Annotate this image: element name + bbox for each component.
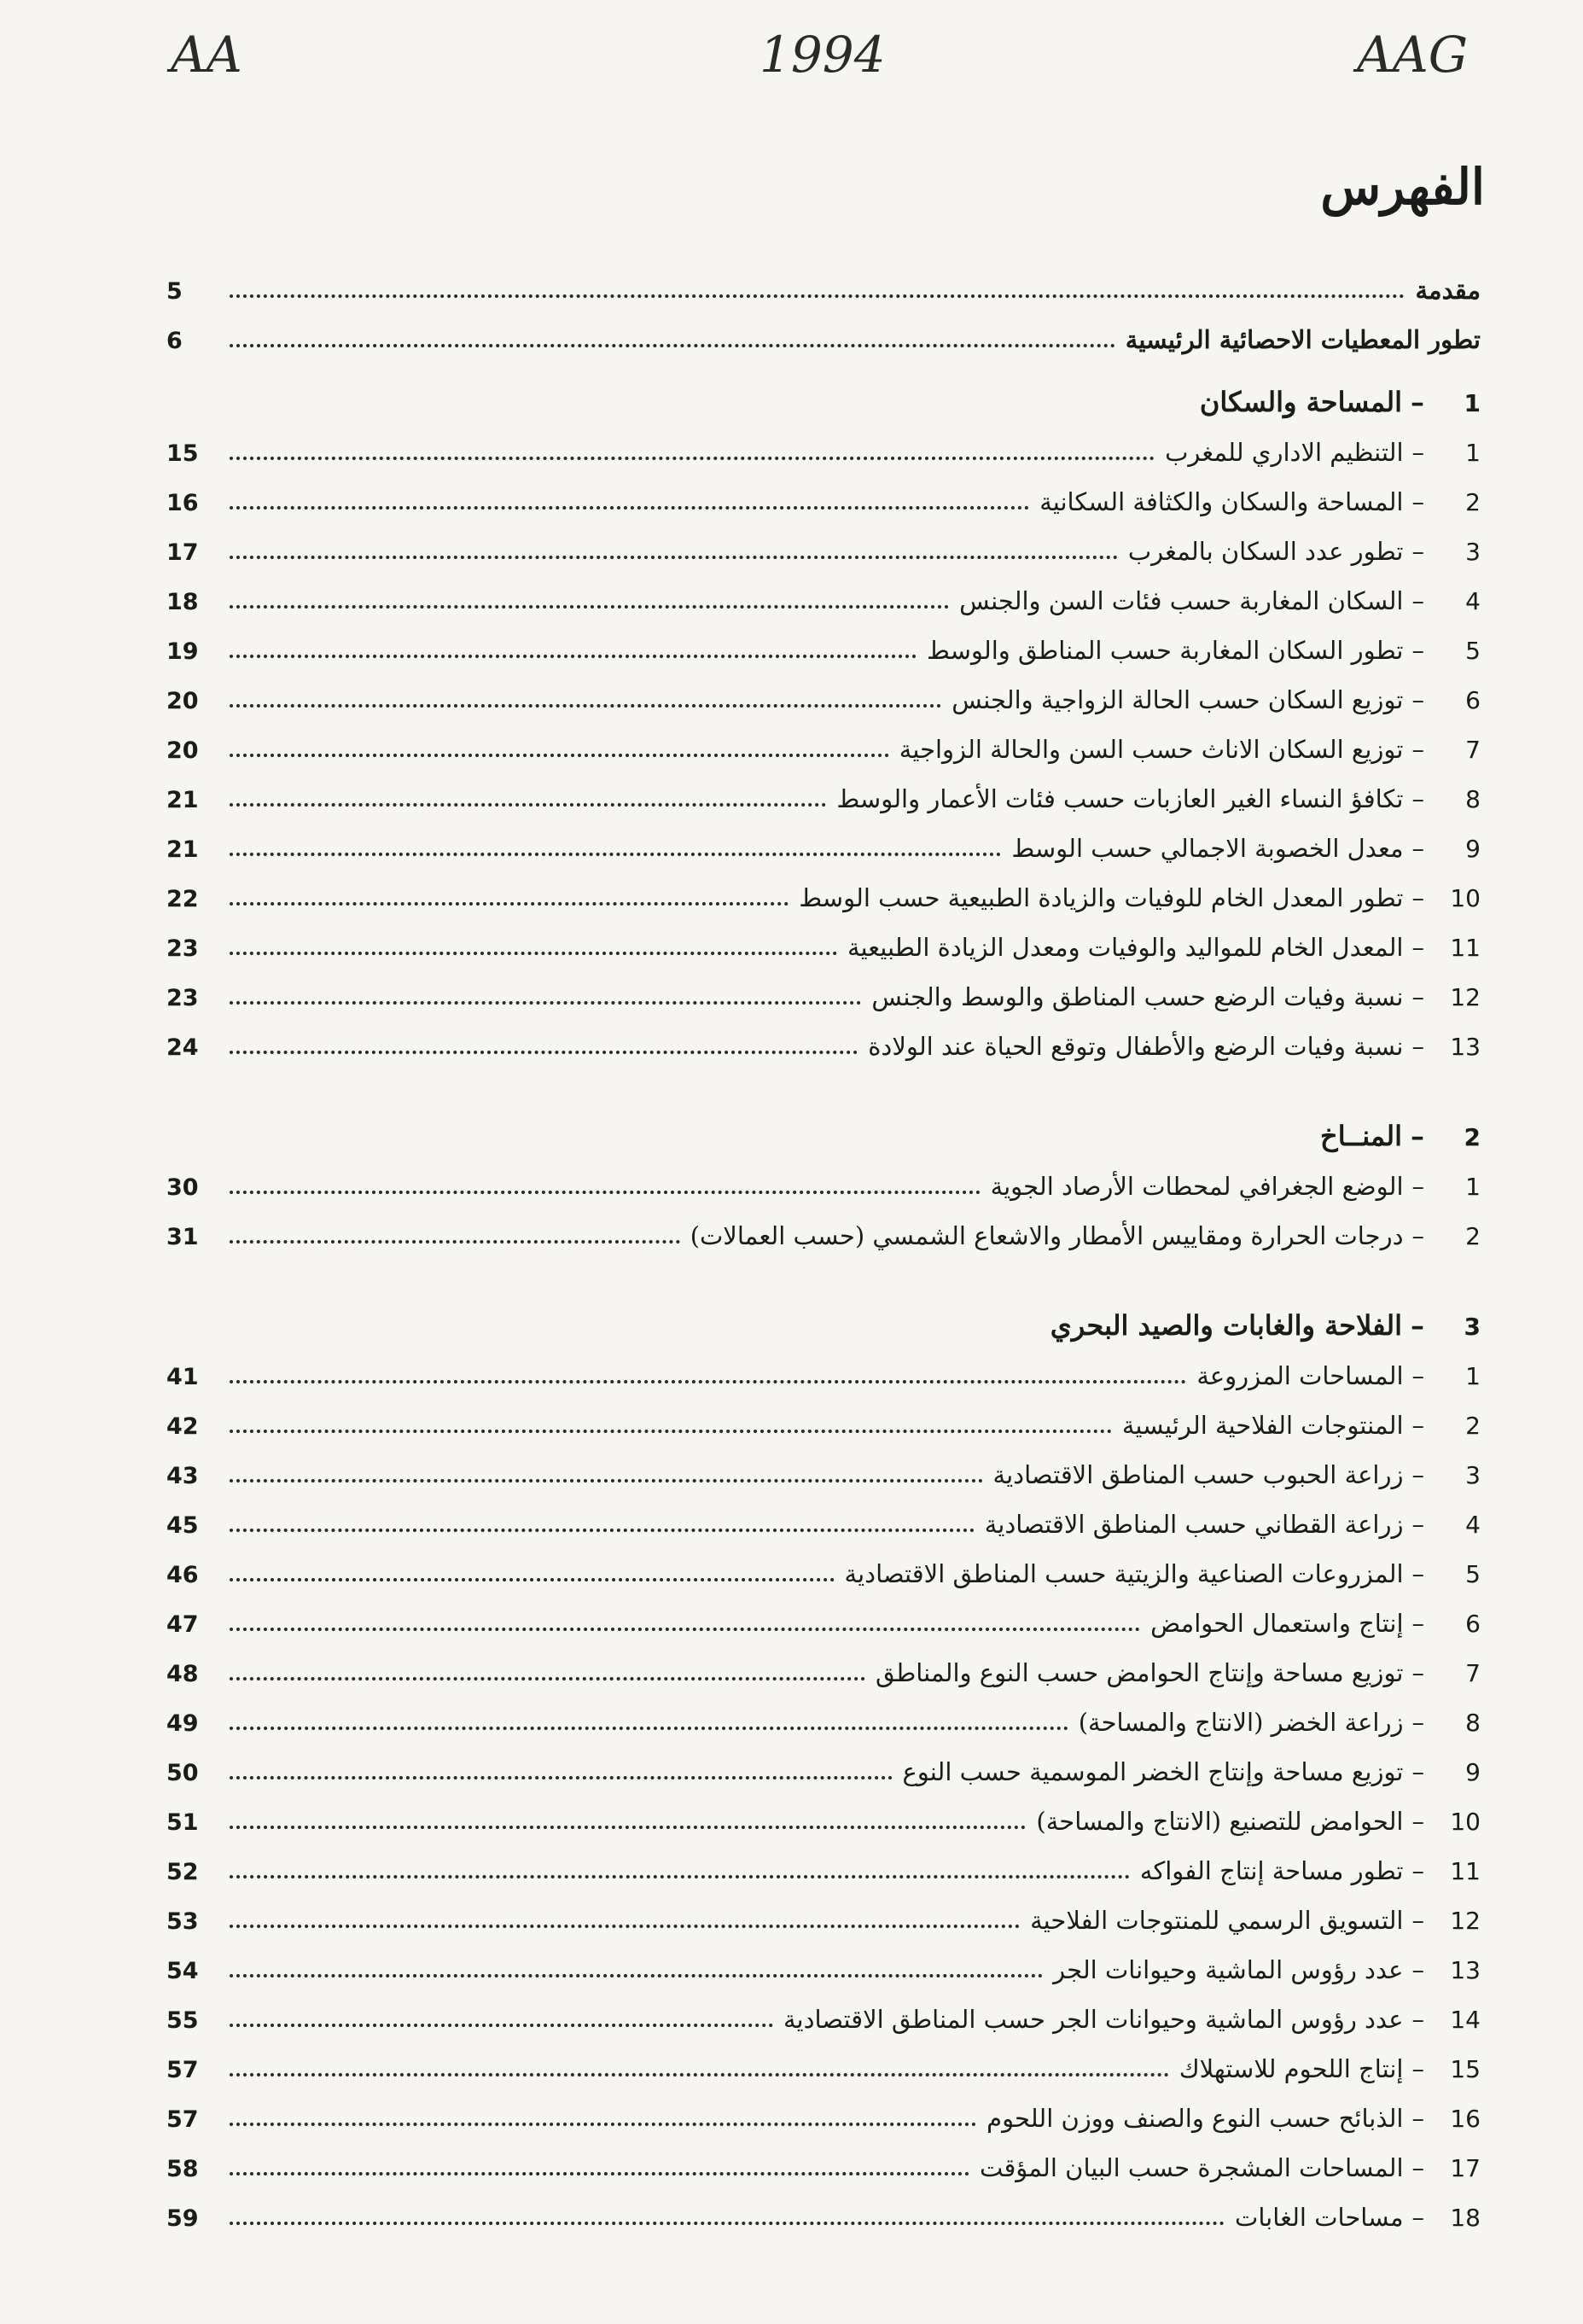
- entry-title: مساحات الغابات: [1235, 2203, 1404, 2233]
- toc-entry: [166, 666, 1481, 715]
- handwritten-note-right: AAG: [1357, 26, 1469, 84]
- entry-title: درجات الحرارة ومقاييس الأمطار والاشعاع الشمسي (حسب العمالات): [690, 1221, 1404, 1251]
- entry-title: تطور السكان المغاربة حسب المناطق والوسط: [927, 636, 1404, 666]
- dot-leader: [230, 344, 1115, 347]
- toc-entry: [166, 1202, 1481, 1251]
- dot-leader: [230, 1479, 983, 1482]
- dot-leader: [230, 1677, 865, 1680]
- entry-page-number: 20: [166, 737, 199, 764]
- toc-entry: [166, 913, 1481, 963]
- section-heading: [166, 369, 1481, 418]
- entry-dash: –: [1411, 1460, 1424, 1490]
- entry-page-number: 51: [166, 1809, 199, 1836]
- toc-entry: [166, 1012, 1481, 1062]
- entry-dash: –: [1411, 385, 1424, 418]
- entry-page-number: 41: [166, 1363, 199, 1390]
- toc-entry-top: [166, 306, 1481, 355]
- entry-title: تطور عدد السكان بالمغرب: [1127, 537, 1404, 567]
- toc-entry: [166, 468, 1481, 517]
- entry-title: الذبائح حسب النوع والصنف ووزن اللحوم: [986, 2104, 1404, 2134]
- entry-number: 3: [1464, 1313, 1481, 1342]
- entry-dash: –: [1411, 685, 1424, 715]
- entry-title: إنتاج واستعمال الحوامض: [1150, 1609, 1404, 1639]
- entry-page-number: 57: [166, 2106, 199, 2133]
- entry-page-number: 53: [166, 1908, 199, 1935]
- dot-leader: [230, 1380, 1186, 1383]
- dot-leader: [230, 1529, 975, 1532]
- dot-leader: [230, 704, 941, 708]
- entry-number: 17: [1450, 2154, 1481, 2183]
- toc-entry: [166, 2134, 1481, 2183]
- dot-leader: [230, 1826, 1026, 1829]
- toc-entry: [166, 864, 1481, 913]
- entry-page-number: 47: [166, 1610, 199, 1638]
- table-of-contents: [166, 256, 1481, 2233]
- section-heading: [166, 1292, 1481, 1342]
- toc-entry: [166, 1787, 1481, 1837]
- entry-number: 7: [1465, 1659, 1481, 1688]
- entry-number: 2: [1465, 1222, 1481, 1251]
- entry-page-number: 59: [166, 2205, 199, 2232]
- entry-number: 16: [1450, 2105, 1481, 2134]
- entry-number: 3: [1465, 538, 1481, 567]
- entry-title: السكان المغاربة حسب فئات السن والجنس: [959, 586, 1404, 616]
- entry-number: 6: [1465, 1610, 1481, 1639]
- dot-leader: [230, 2024, 773, 2027]
- dot-leader: [230, 1430, 1112, 1433]
- entry-page-number: 21: [166, 786, 199, 813]
- entry-title: مقدمة: [1415, 276, 1481, 306]
- entry-dash: –: [1411, 1609, 1424, 1639]
- entry-dash: –: [1411, 883, 1424, 913]
- entry-number: 6: [1465, 686, 1481, 715]
- entry-title: المساحة والسكان: [1199, 385, 1402, 418]
- toc-entry: [166, 517, 1481, 567]
- entry-number: 4: [1465, 587, 1481, 616]
- toc-entry-top: [166, 256, 1481, 306]
- entry-number: 11: [1450, 1857, 1481, 1886]
- entry-page-number: 54: [166, 1957, 199, 1984]
- entry-dash: –: [1411, 2153, 1424, 2183]
- entry-dash: –: [1411, 834, 1424, 864]
- dot-leader: [230, 1875, 1130, 1878]
- entry-page-number: 31: [166, 1223, 199, 1250]
- dot-leader: [230, 1925, 1020, 1928]
- entry-page-number: 23: [166, 935, 199, 962]
- dot-leader: [230, 2123, 976, 2126]
- entry-page-number: 52: [166, 1858, 199, 1885]
- entry-title: الوضع الجغرافي لمحطات الأرصاد الجوية: [990, 1172, 1404, 1202]
- toc-entry: [166, 1936, 1481, 1985]
- entry-page-number: 49: [166, 1710, 199, 1737]
- entry-dash: –: [1411, 784, 1424, 814]
- entry-dash: –: [1411, 1411, 1424, 1441]
- dot-leader: [230, 1628, 1140, 1631]
- toc-entry: [166, 616, 1481, 666]
- entry-page-number: 45: [166, 1511, 199, 1539]
- handwritten-note-year: 1994: [759, 26, 886, 84]
- entry-dash: –: [1411, 586, 1424, 616]
- entry-dash: –: [1411, 1172, 1424, 1202]
- toc-entry: [166, 1639, 1481, 1688]
- entry-dash: –: [1411, 1906, 1424, 1936]
- dot-leader: [230, 1240, 680, 1244]
- entry-number: 11: [1450, 934, 1481, 963]
- toc-entry: [166, 1985, 1481, 2035]
- dot-leader: [230, 1051, 858, 1054]
- entry-number: 10: [1450, 1808, 1481, 1837]
- dot-leader: [230, 803, 826, 807]
- entry-title: زراعة الخضر (الانتاج والمساحة): [1078, 1708, 1404, 1738]
- dot-leader: [230, 457, 1155, 460]
- entry-page-number: 50: [166, 1759, 199, 1786]
- entry-number: 15: [1450, 2055, 1481, 2084]
- entry-title: المساحات المزروعة: [1196, 1361, 1404, 1391]
- entry-dash: –: [1411, 2203, 1424, 2233]
- entry-page-number: 17: [166, 539, 199, 566]
- entry-page-number: 30: [166, 1174, 199, 1201]
- entry-dash: –: [1411, 487, 1424, 517]
- dot-leader: [230, 2073, 1169, 2076]
- entry-dash: –: [1411, 636, 1424, 666]
- toc-entry: [166, 765, 1481, 814]
- entry-title: إنتاج اللحوم للاستهلاك: [1179, 2054, 1404, 2084]
- entry-number: 9: [1465, 1758, 1481, 1787]
- entry-dash: –: [1411, 1708, 1424, 1738]
- entry-number: 7: [1465, 736, 1481, 765]
- entry-dash: –: [1411, 1032, 1424, 1062]
- dot-leader: [230, 952, 837, 955]
- toc-entry: [166, 567, 1481, 616]
- entry-number: 1: [1464, 389, 1481, 418]
- entry-number: 1: [1465, 1362, 1481, 1391]
- dot-leader: [230, 2172, 969, 2175]
- entry-title: المساحات المشجرة حسب البيان المؤقت: [979, 2153, 1404, 2183]
- entry-title: زراعة الحبوب حسب المناطق الاقتصادية: [992, 1460, 1404, 1490]
- entry-number: 2: [1465, 1412, 1481, 1441]
- entry-page-number: 55: [166, 2007, 199, 2034]
- entry-dash: –: [1411, 2104, 1424, 2134]
- entry-title: الحوامض للتصنيع (الانتاج والمساحة): [1036, 1807, 1404, 1837]
- entry-title: عدد رؤوس الماشية وحيوانات الجر حسب المناطق الاقتصادية: [783, 2005, 1404, 2035]
- entry-number: 2: [1465, 488, 1481, 517]
- toc-entry: [166, 1738, 1481, 1787]
- page-title: الفهرس: [1320, 158, 1485, 216]
- entry-dash: –: [1411, 1757, 1424, 1787]
- entry-dash: –: [1411, 1308, 1424, 1342]
- entry-dash: –: [1411, 1361, 1424, 1391]
- entry-dash: –: [1411, 537, 1424, 567]
- entry-page-number: 23: [166, 984, 199, 1011]
- dot-leader: [230, 556, 1118, 559]
- entry-title: توزيع السكان الاناث حسب السن والحالة الزواجية: [899, 735, 1404, 765]
- entry-title: المزروعات الصناعية والزيتية حسب المناطق الاقتصادية: [844, 1559, 1404, 1589]
- toc-entry: [166, 814, 1481, 864]
- entry-dash: –: [1411, 1559, 1424, 1589]
- dot-leader: [230, 902, 789, 906]
- entry-page-number: 24: [166, 1034, 199, 1061]
- entry-dash: –: [1411, 2005, 1424, 2035]
- entry-title: المساحة والسكان والكثافة السكانية: [1039, 487, 1404, 517]
- entry-dash: –: [1411, 2054, 1424, 2084]
- toc-entry: [166, 1540, 1481, 1589]
- entry-title: تكافؤ النساء الغير العازبات حسب فئات الأعمار والوسط: [836, 784, 1404, 814]
- entry-title: التسويق الرسمي للمنتوجات الفلاحية: [1030, 1906, 1404, 1936]
- entry-dash: –: [1411, 982, 1424, 1012]
- dot-leader: [230, 853, 1001, 856]
- entry-title: التنظيم الاداري للمغرب: [1165, 438, 1404, 468]
- section-heading: [166, 1103, 1481, 1152]
- entry-page-number: 43: [166, 1462, 199, 1489]
- entry-page-number: 21: [166, 836, 199, 863]
- entry-title: توزيع مساحة وإنتاج الحوامض حسب النوع والمناطق: [876, 1658, 1404, 1688]
- entry-dash: –: [1411, 735, 1424, 765]
- entry-title: توزيع السكان حسب الحالة الزواجية والجنس: [952, 685, 1404, 715]
- toc-entry: [166, 1441, 1481, 1490]
- entry-number: 5: [1465, 1560, 1481, 1589]
- toc-entry: [166, 1589, 1481, 1639]
- entry-title: معدل الخصوبة الاجمالي حسب الوسط: [1011, 834, 1404, 864]
- entry-number: 4: [1465, 1511, 1481, 1540]
- entry-title: المعدل الخام للمواليد والوفيات ومعدل الزيادة الطبيعية: [847, 933, 1404, 963]
- dot-leader: [230, 506, 1029, 510]
- handwritten-note-left: AA: [171, 26, 242, 84]
- dot-leader: [230, 1776, 893, 1779]
- entry-number: 12: [1450, 1907, 1481, 1936]
- entry-number: 8: [1465, 1709, 1481, 1738]
- entry-title: زراعة القطاني حسب المناطق الاقتصادية: [984, 1510, 1404, 1540]
- toc-entry: [166, 1837, 1481, 1886]
- entry-number: 9: [1465, 835, 1481, 864]
- toc-entry: [166, 1152, 1481, 1202]
- entry-title: عدد رؤوس الماشية وحيوانات الجر: [1053, 1955, 1404, 1985]
- entry-page-number: 15: [166, 440, 199, 467]
- entry-number: 1: [1465, 439, 1481, 468]
- entry-number: 10: [1450, 884, 1481, 913]
- entry-page-number: 20: [166, 687, 199, 714]
- toc-entry: [166, 1886, 1481, 1936]
- toc-entry: [166, 715, 1481, 765]
- entry-dash: –: [1411, 1119, 1424, 1152]
- toc-entry: [166, 1391, 1481, 1441]
- dot-leader: [230, 1191, 981, 1194]
- toc-entry: [166, 1490, 1481, 1540]
- entry-title: نسبة وفيات الرضع حسب المناطق والوسط والجنس: [871, 982, 1404, 1012]
- entry-page-number: 58: [166, 2155, 199, 2182]
- entry-page-number: 18: [166, 588, 199, 615]
- toc-entry: [166, 418, 1481, 468]
- dot-leader: [230, 754, 889, 757]
- entry-dash: –: [1411, 1856, 1424, 1886]
- entry-dash: –: [1411, 1955, 1424, 1985]
- toc-entry: [166, 2035, 1481, 2084]
- entry-title: توزيع مساحة وإنتاج الخضر الموسمية حسب النوع: [902, 1757, 1404, 1787]
- entry-page-number: 42: [166, 1412, 199, 1440]
- toc-entry: [166, 963, 1481, 1012]
- entry-title: المنــاخ: [1320, 1119, 1402, 1152]
- dot-leader: [230, 605, 949, 609]
- dot-leader: [230, 1727, 1068, 1730]
- toc-entry: [166, 2183, 1481, 2233]
- entry-page-number: 22: [166, 885, 199, 912]
- entry-title: تطور المعطيات الاحصائية الرئيسية: [1125, 325, 1481, 355]
- dot-leader: [230, 1974, 1043, 1977]
- entry-page-number: 46: [166, 1561, 199, 1588]
- entry-number: 8: [1465, 785, 1481, 814]
- entry-number: 1: [1465, 1173, 1481, 1202]
- toc-entry: [166, 2084, 1481, 2134]
- entry-number: 14: [1450, 2006, 1481, 2035]
- entry-number: 12: [1450, 983, 1481, 1012]
- entry-number: 13: [1450, 1956, 1481, 1985]
- entry-title: تطور المعدل الخام للوفيات والزيادة الطبيعية حسب الوسط: [799, 883, 1404, 913]
- entry-number: 5: [1465, 637, 1481, 666]
- dot-leader: [230, 2222, 1225, 2225]
- entry-page-number: 16: [166, 489, 199, 516]
- dot-leader: [230, 1578, 835, 1581]
- entry-number: 3: [1465, 1461, 1481, 1490]
- entry-title: المنتوجات الفلاحية الرئيسية: [1121, 1411, 1404, 1441]
- entry-page-number: 19: [166, 638, 199, 665]
- entry-number: 18: [1450, 2204, 1481, 2233]
- entry-page-number: 57: [166, 2056, 199, 2083]
- entry-title: الفلاحة والغابات والصيد البحري: [1050, 1308, 1402, 1342]
- dot-leader: [230, 294, 1405, 298]
- entry-dash: –: [1411, 1510, 1424, 1540]
- dot-leader: [230, 655, 917, 658]
- entry-page-number: 6: [166, 327, 183, 354]
- entry-dash: –: [1411, 1221, 1424, 1251]
- toc-entry: [166, 1342, 1481, 1391]
- entry-title: تطور مساحة إنتاج الفواكه: [1139, 1856, 1404, 1886]
- entry-dash: –: [1411, 933, 1424, 963]
- entry-number: 2: [1464, 1123, 1481, 1152]
- entry-dash: –: [1411, 1658, 1424, 1688]
- entry-dash: –: [1411, 1807, 1424, 1837]
- entry-page-number: 5: [166, 277, 183, 305]
- dot-leader: [230, 1001, 861, 1005]
- toc-entry: [166, 1688, 1481, 1738]
- entry-number: 13: [1450, 1033, 1481, 1062]
- entry-page-number: 48: [166, 1660, 199, 1687]
- entry-title: نسبة وفيات الرضع والأطفال وتوقع الحياة عند الولادة: [868, 1032, 1404, 1062]
- entry-dash: –: [1411, 438, 1424, 468]
